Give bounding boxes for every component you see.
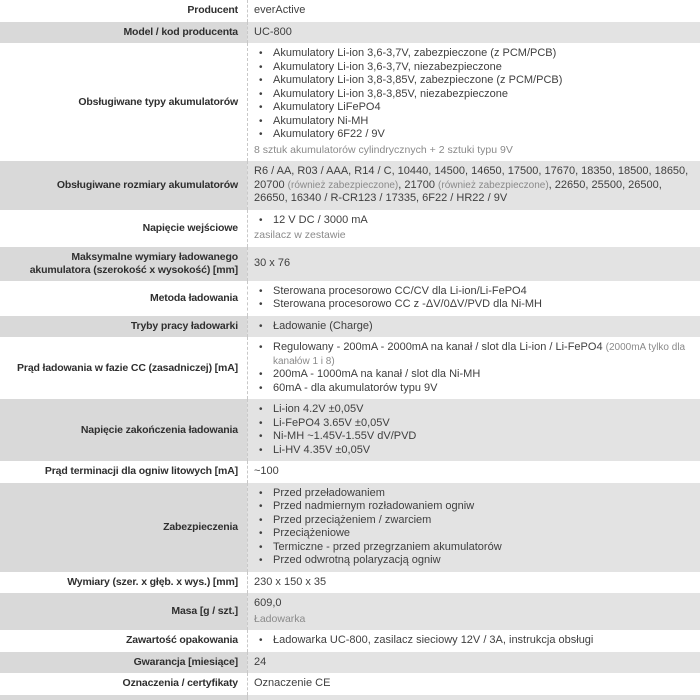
bullet-icon: •: [259, 129, 263, 140]
value-bullet-line: [254, 541, 690, 555]
value-segment: 8 sztuk akumulatorów cylindrycznych + 2 sztuki typu 9V: [254, 143, 513, 156]
value-bullet-line: [254, 285, 690, 299]
spec-label: [0, 316, 247, 338]
value-bullet-line: [254, 634, 690, 648]
spec-label-text: Prąd terminacji dla ogniw litowych [mA]: [44, 465, 238, 478]
value-text-line: [254, 597, 690, 611]
value-bullet-line: [254, 368, 690, 382]
value-segment: Akumulatory LiFePO4: [273, 101, 381, 113]
value-bullet-line: [254, 382, 690, 396]
value-text-line: [254, 677, 690, 691]
bullet-icon: •: [259, 404, 263, 415]
bullet-icon: •: [259, 285, 263, 297]
bullet-icon: •: [259, 102, 263, 113]
value-text-line: [254, 4, 690, 18]
spec-label: [0, 247, 247, 281]
bullet-icon: •: [259, 75, 263, 86]
spec-row: [0, 461, 700, 483]
spec-label-text: Producent: [187, 4, 238, 17]
spec-label: [0, 337, 247, 399]
spec-row: [0, 483, 700, 572]
spec-value: [247, 673, 700, 695]
value-segment: Regulowany - 200mA - 2000mA na kanał / slot dla Li-ion / Li-FePO4: [273, 341, 606, 353]
value-segment: Oznaczenie CE: [254, 677, 331, 689]
value-bullet-line: [254, 128, 690, 142]
bullet-icon: •: [259, 214, 263, 226]
value-segment: 200mA - 1000mA na kanał / slot dla Ni-MH: [273, 368, 481, 380]
bullet-icon: •: [259, 528, 263, 539]
spec-label: [0, 399, 247, 461]
spec-value: [247, 399, 700, 461]
value-segment: 30 x 76: [254, 256, 291, 269]
spec-row: [0, 593, 700, 630]
spec-row: [0, 316, 700, 338]
spec-value: [247, 695, 700, 700]
value-note-line: [254, 613, 690, 627]
spec-label: [0, 630, 247, 652]
spec-row: [0, 210, 700, 247]
bullet-icon: •: [259, 320, 263, 332]
value-segment: Ładowarka UC-800, zasilacz sieciowy 12V / 3A, instrukcja obsługi: [273, 634, 594, 646]
value-segment: , 21700: [398, 178, 439, 191]
value-text-line: [254, 257, 690, 271]
bullet-icon: •: [259, 299, 263, 310]
spec-row: [0, 399, 700, 461]
value-text-line: [254, 656, 690, 670]
spec-row: [0, 161, 700, 210]
value-segment: ~100: [254, 465, 279, 477]
value-segment: Li-FePO4 3.65V ±0,05V: [273, 416, 390, 429]
value-bullet-line: [254, 214, 690, 228]
value-segment: Ładowarka: [254, 612, 306, 625]
value-segment: UC-800: [254, 25, 292, 38]
spec-label: [0, 673, 247, 695]
value-segment: 609,0: [254, 597, 282, 609]
bullet-icon: •: [259, 382, 263, 394]
spec-value: [247, 161, 700, 210]
value-segment: Li-HV 4.35V ±0,05V: [273, 443, 371, 456]
value-segment: Przed odwrotną polaryzacją ogniw: [273, 554, 441, 566]
value-bullet-line: [254, 444, 690, 458]
value-segment: Akumulatory Ni-MH: [273, 114, 369, 127]
spec-value: [247, 483, 700, 572]
bullet-icon: •: [259, 514, 263, 526]
spec-value: [247, 0, 700, 22]
value-segment: R6 / AA, R03 / AAA, R14 / C, 10440, 14500, 14650, 17500, 17670, 18350, 18500, 18650, 20700: [254, 165, 689, 191]
spec-label: [0, 22, 247, 44]
value-note-line: [254, 144, 690, 158]
value-segment: 230 x 150 x 35: [254, 575, 327, 588]
spec-label: [0, 652, 247, 674]
spec-label: [0, 483, 247, 572]
value-text-line: [254, 165, 690, 206]
bullet-icon: •: [259, 431, 263, 442]
value-text-line: [254, 26, 690, 40]
value-segment: 60mA - dla akumulatorów typu 9V: [273, 381, 438, 394]
value-bullet-line: [254, 500, 690, 514]
value-bullet-line: [254, 430, 690, 444]
value-bullet-line: [254, 514, 690, 528]
spec-row: [0, 652, 700, 674]
spec-value: [247, 593, 700, 630]
spec-row: [0, 281, 700, 316]
spec-row: [0, 572, 700, 594]
spec-label-text: Wymiary (szer. x głęb. x wys.) [mm]: [67, 575, 238, 588]
value-segment: Li-ion 4.2V ±0,05V: [273, 403, 364, 415]
value-segment: Przed przeciążeniem / zwarciem: [273, 513, 432, 526]
spec-label-text: Obsługiwane typy akumulatorów: [78, 95, 238, 108]
bullet-icon: •: [259, 61, 263, 73]
bullet-icon: •: [259, 555, 263, 566]
spec-label: [0, 0, 247, 22]
value-bullet-line: [254, 527, 690, 541]
spec-label: [0, 161, 247, 210]
value-segment: Akumulatory Li-ion 3,8-3,85V, zabezpieczone (z PCM/PCB): [273, 74, 563, 86]
spec-label-text: Oznaczenia / certyfikaty: [122, 677, 238, 690]
spec-label: [0, 695, 247, 700]
spec-value: [247, 652, 700, 674]
bullet-icon: •: [259, 88, 263, 100]
bullet-icon: •: [259, 417, 263, 429]
spec-row: [0, 22, 700, 44]
bullet-icon: •: [259, 487, 263, 499]
value-text-line: [254, 465, 690, 479]
value-bullet-line: [254, 341, 690, 368]
spec-row: [0, 337, 700, 399]
value-segment: Przed przeładowaniem: [273, 486, 385, 499]
spec-label: [0, 572, 247, 594]
spec-value: [247, 281, 700, 316]
next-row-partial: [0, 695, 700, 700]
value-bullet-line: [254, 74, 690, 88]
spec-label-text: Napięcie wejściowe: [142, 221, 238, 234]
value-bullet-line: [254, 88, 690, 102]
value-bullet-line: [254, 101, 690, 115]
bullet-icon: •: [259, 541, 263, 553]
spec-label-text: Masa [g / szt.]: [171, 605, 238, 617]
spec-label-text: Metoda ładowania: [149, 291, 238, 304]
spec-label-text: Prąd ładowania w fazie CC (zasadniczej) [mA]: [17, 361, 238, 374]
spec-value: [247, 43, 700, 161]
spec-label-text: Obsługiwane rozmiary akumulatorów: [56, 178, 238, 191]
spec-label-text: Napięcie zakończenia ładowania: [80, 423, 238, 436]
value-segment: zasilacz w zestawie: [254, 229, 346, 241]
value-segment: Ładowanie (Charge): [273, 319, 373, 332]
value-bullet-line: [254, 554, 690, 568]
value-segment: Termiczne - przed przegrzaniem akumulatorów: [273, 540, 502, 553]
spec-value: [247, 210, 700, 247]
value-bullet-line: [254, 320, 690, 334]
value-segment: everActive: [254, 4, 306, 16]
spec-label: [0, 461, 247, 483]
value-bullet-line: [254, 487, 690, 501]
spec-value: [247, 22, 700, 44]
bullet-icon: •: [259, 635, 263, 646]
value-note-line: [254, 229, 690, 243]
spec-label-text: Gwarancja [miesiące]: [133, 655, 238, 668]
spec-label-text: Zawartość opakowania: [126, 634, 238, 647]
bullet-icon: •: [259, 444, 263, 456]
spec-value: [247, 337, 700, 399]
value-bullet-line: [254, 403, 690, 417]
value-segment: Przed nadmiernym rozładowaniem ogniw: [273, 500, 475, 512]
value-segment: Sterowana procesorowo CC z -ΔV/0ΔV/PVD dla Ni-MH: [273, 298, 543, 310]
spec-row: [0, 630, 700, 652]
spec-label-text: Model / kod producenta: [123, 25, 238, 38]
bullet-icon: •: [259, 369, 263, 380]
bullet-icon: •: [259, 115, 263, 127]
spec-label: [0, 593, 247, 630]
value-bullet-line: [254, 298, 690, 312]
value-segment: Akumulatory Li-ion 3,6-3,7V, zabezpieczone (z PCM/PCB): [273, 47, 557, 59]
bullet-icon: •: [259, 342, 263, 353]
value-muted-segment: (również zabezpieczone): [438, 179, 549, 191]
spec-value: [247, 247, 700, 281]
value-segment: Sterowana procesorowo CC/CV dla Li-ion/Li-FePO4: [273, 284, 527, 297]
value-segment: Przeciążeniowe: [273, 527, 351, 539]
value-bullet-line: [254, 417, 690, 431]
value-text-line: [254, 576, 690, 590]
spec-row: [0, 247, 700, 281]
value-segment: 24: [254, 655, 267, 668]
spec-row: [0, 0, 700, 22]
bullet-icon: •: [259, 501, 263, 512]
value-segment: Akumulatory Li-ion 3,6-3,7V, niezabezpieczone: [273, 60, 502, 73]
spec-label-text: Tryby pracy ładowarki: [130, 319, 238, 332]
spec-label: [0, 43, 247, 161]
spec-row: [0, 43, 700, 161]
value-segment: Akumulatory 6F22 / 9V: [273, 128, 385, 140]
spec-value: [247, 316, 700, 338]
value-segment: , 22650, 25500, 26500, 26650, 16340 / R-CR123 / 17335, 6F22 / HR22 / 9V: [254, 178, 662, 204]
value-bullet-line: [254, 61, 690, 75]
bullet-icon: •: [259, 48, 263, 59]
spec-label-text: Zabezpieczenia: [163, 520, 238, 533]
spec-value: [247, 461, 700, 483]
value-bullet-line: [254, 115, 690, 129]
value-segment: Akumulatory Li-ion 3,8-3,85V, niezabezpieczone: [273, 87, 509, 100]
value-muted-segment: (również zabezpieczone): [287, 179, 399, 191]
spec-value: [247, 630, 700, 652]
value-segment: Ni-MH ~1.45V-1.55V dV/PVD: [273, 430, 417, 442]
spec-row: [0, 673, 700, 695]
spec-label: [0, 281, 247, 316]
spec-label-text: Maksymalne wymiary ładowanego akumulatora (szerokość x wysokość) [mm]: [29, 250, 238, 276]
spec-label: [0, 210, 247, 247]
value-bullet-line: [254, 47, 690, 61]
spec-value: [247, 572, 700, 594]
value-segment: 12 V DC / 3000 mA: [273, 213, 368, 226]
value-muted-segment: (2000mA tylko dla kanałów 1 i 8): [273, 342, 686, 367]
